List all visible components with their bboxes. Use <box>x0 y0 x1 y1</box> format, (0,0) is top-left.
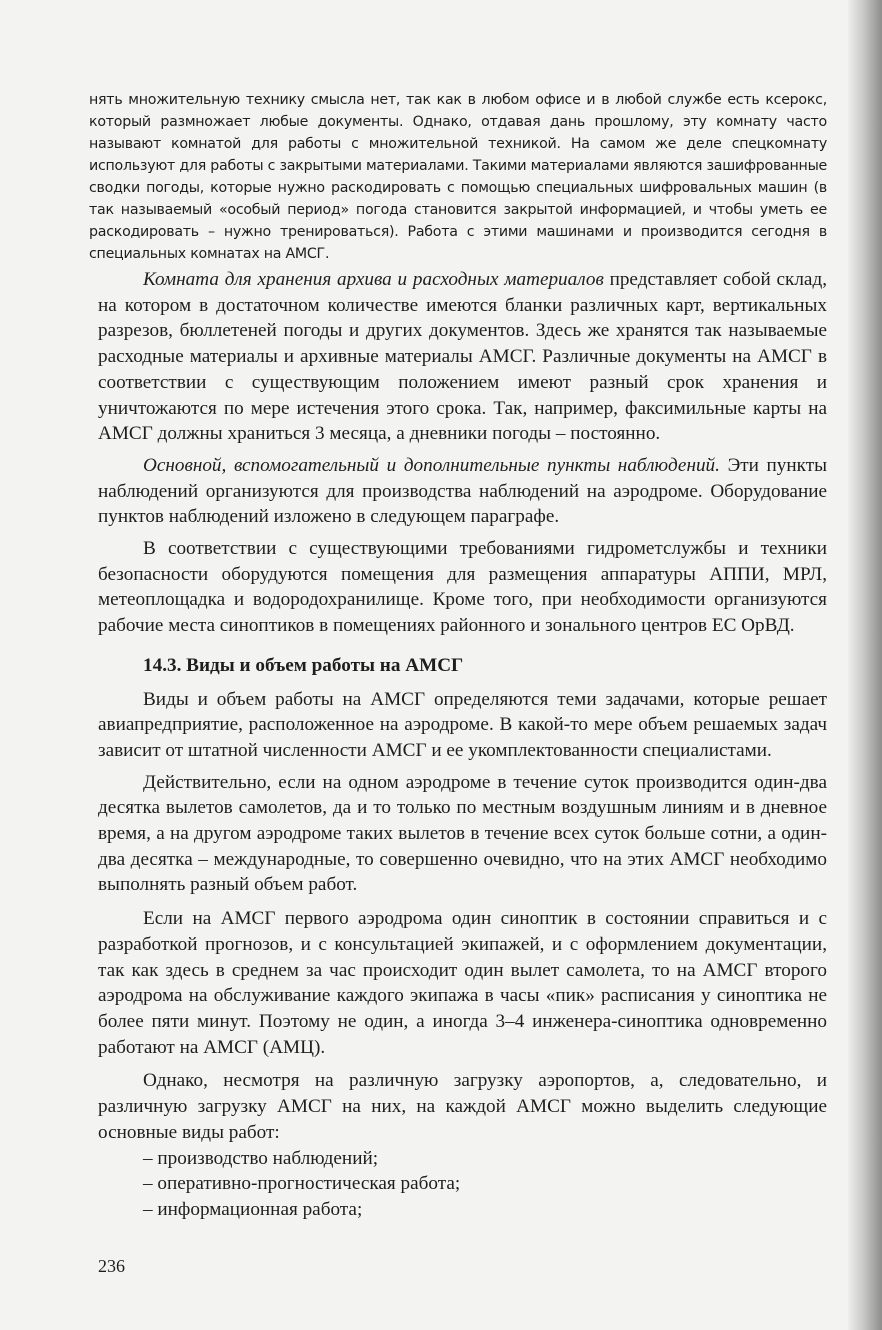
list-item: – оперативно-прогностическая работа; <box>143 1173 461 1195</box>
intro-paragraph-block <box>89 89 827 265</box>
archive-room-term: Комната для хранения архива и расходных материалов <box>143 269 604 290</box>
paragraph-work-volume: Действительно, если на одном аэродроме в течение суток производится один-два десятка вылетов самолетов, да и то только по местным воздушным линиям и в дневное время, а на другом аэродроме таких вылетов в течение всех суток больше сотни, а один-два десятка – международные, то совершенно очевидно, что на этих АМСГ необходимо выполнять разный объем работ. <box>98 771 827 896</box>
list-item: – информационная работа; <box>143 1198 363 1220</box>
paragraph-observation-points <box>98 453 827 530</box>
work-kinds-list <box>98 1146 827 1223</box>
list-item: – производство наблюдений; <box>143 1147 379 1169</box>
paragraph-synoptic-load: Если на АМСГ первого аэродрома один синоптик в состоянии справиться и с разработкой прогнозов, и с консультацией экипажей, и с оформлением документации, так как здесь в среднем за час происходит один вылет самолета, то на АМСГ второго аэродрома на обслуживание каждого экипажа в часы «пик» расписания у синоптика не более пяти минут. Поэтому не один, а иногда 3–4 инженера-синоптика одновременно работают на АМСГ (АМЦ). <box>98 908 827 1058</box>
paragraph-main-work-kinds: Однако, несмотря на различную загрузку аэропортов, а, следовательно, и различную загрузку АМСГ на них, на каждой АМСГ можно выделить следующие основные виды работ: <box>98 1070 827 1143</box>
observation-points-description: Эти пункты наблюдений организуются для производства наблюдений на аэродроме. Оборудование пунктов наблюдений изложено в следующем параграфе. <box>98 454 827 528</box>
book-spine-shadow <box>848 0 882 1330</box>
section-heading: 14.3. Виды и объем работы на АМСГ <box>143 654 464 676</box>
observation-points-term: Основной, вспомогательный и дополнительные пункты наблюдений. <box>143 454 720 476</box>
paragraph-archive-room <box>98 267 827 447</box>
paragraph-equipment-rooms: В соответствии с существующими требованиями гидрометслужбы и техники безопасности оборудуются помещения для размещения аппаратуры АППИ, МРЛ, метеоплощадка и водородохранилище. Кроме того, при необходимости организуются рабочие места синоптиков в помещениях районного и зонального центров ЕС ОрВД. <box>98 538 827 637</box>
page-number: 236 <box>98 1256 125 1276</box>
archive-room-description: представляет собой склад, на котором в достаточном количестве имеются бланки различных карт, вертикальных разрезов, бюллетеней погоды и других документов. Здесь же хранятся так называемые расходные материалы и архивные материалы АМСГ. Различные документы на АМСГ в соответствии с существующим положением имеют разный срок хранения и уничтожаются по мере истечения этого срока. Так, например, факсимильные карты на АМСГ должны храниться 3 месяца, а дневники погоды – постоянно. <box>98 269 828 445</box>
intro-paragraph: нять множительную технику смысла нет, так как в любом офисе и в любой службе есть ксерокс, который размножает любые документы. Однако, отдавая дань прошлому, эту комнату часто называют комнатой для работы с множительной техникой. На самом же деле спецкомнату используют для работы с закрытыми материалами. Такими материалами являются зашифрованные сводки погоды, которые нужно раскодировать с помощью специальных шифровальных машин (в так называемый «особый период» погода становится закрытой информацией, и чтобы уметь ее раскодировать – нужно тренироваться). Работа с этими машинами и производится сегодня в специальных комнатах на АМСГ. <box>89 92 827 262</box>
paragraph-work-types: Виды и объем работы на АМСГ определяются теми задачами, которые решает авиапредприятие, расположенное на аэродроме. В какой-то мере объем решаемых задач зависит от штатной численности АМСГ и ее укомплектованности специалистами. <box>98 688 827 761</box>
main-text <box>98 267 827 1223</box>
